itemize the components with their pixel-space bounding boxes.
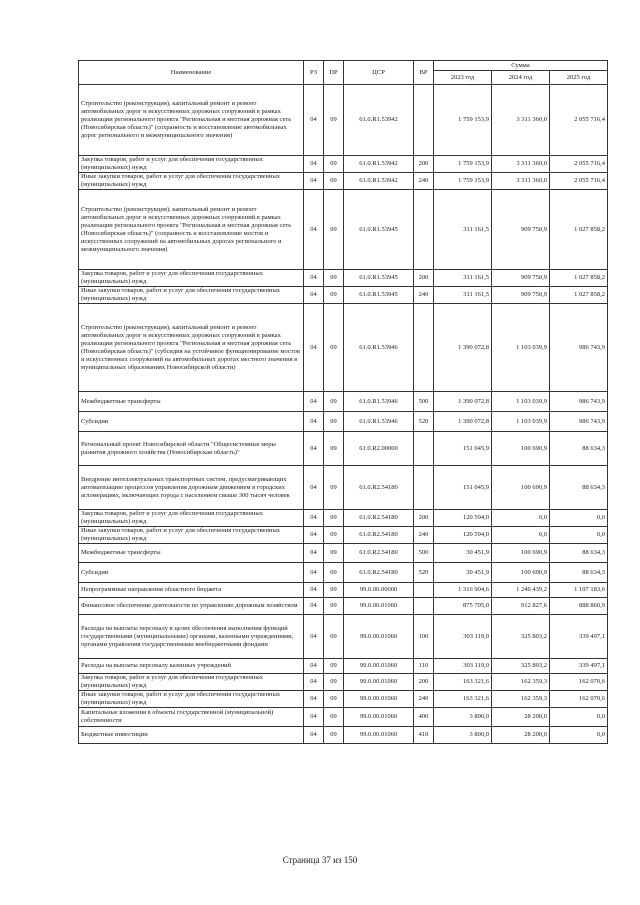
cell-vr: 520 xyxy=(414,412,434,432)
cell-pr: 09 xyxy=(324,466,344,510)
cell-2025: 88 634,3 xyxy=(550,544,608,563)
table-row xyxy=(79,527,608,544)
cell-rz: 04 xyxy=(304,659,324,674)
cell-pr: 09 xyxy=(324,156,344,173)
cell-csr: 61.0.R2.54180 xyxy=(344,510,414,527)
cell-2025: 88 634,3 xyxy=(550,432,608,466)
header-year-2024: 2024 год xyxy=(492,71,550,85)
cell-2023: 30 451,9 xyxy=(434,544,492,563)
cell-vr: 500 xyxy=(414,544,434,563)
cell-2023: 1 316 904,6 xyxy=(434,583,492,598)
header-vr: ВР xyxy=(414,61,434,85)
cell-2024: 1 103 039,9 xyxy=(492,412,550,432)
cell-2023: 1 390 072,8 xyxy=(434,412,492,432)
cell-csr: 99.0.00.01060 xyxy=(344,691,414,708)
cell-csr: 61.0.R2.54180 xyxy=(344,563,414,583)
cell-vr: 240 xyxy=(414,287,434,304)
cell-name: Иные закупки товаров, работ и услуг для обеспечения государственных (муниципальных) нужд xyxy=(79,691,304,708)
cell-rz: 04 xyxy=(304,412,324,432)
cell-pr: 09 xyxy=(324,598,344,615)
cell-2025: 0,0 xyxy=(550,727,608,744)
cell-rz: 04 xyxy=(304,190,324,270)
cell-2025: 986 743,9 xyxy=(550,304,608,392)
cell-name: Субсидии xyxy=(79,563,304,583)
header-sum: Сумма xyxy=(434,61,608,71)
cell-rz: 04 xyxy=(304,727,324,744)
cell-csr: 61.0.R1.53945 xyxy=(344,287,414,304)
cell-vr xyxy=(414,598,434,615)
cell-csr: 99.0.00.01060 xyxy=(344,674,414,691)
cell-name: Бюджетные инвестиции xyxy=(79,727,304,744)
cell-vr: 400 xyxy=(414,708,434,727)
cell-2023: 1 759 153,9 xyxy=(434,85,492,156)
table-row xyxy=(79,544,608,563)
cell-name: Межбюджетные трансферты xyxy=(79,392,304,412)
cell-2024: 325 803,2 xyxy=(492,615,550,659)
cell-pr: 09 xyxy=(324,727,344,744)
cell-vr: 200 xyxy=(414,674,434,691)
cell-2025: 986 743,9 xyxy=(550,412,608,432)
cell-name: Иные закупки товаров, работ и услуг для обеспечения государственных (муниципальных) нужд xyxy=(79,287,304,304)
cell-pr: 09 xyxy=(324,190,344,270)
header-year-2023: 2023 год xyxy=(434,71,492,85)
cell-rz: 04 xyxy=(304,392,324,412)
cell-2025: 1 027 858,2 xyxy=(550,270,608,287)
cell-vr: 240 xyxy=(414,527,434,544)
cell-2024: 100 690,9 xyxy=(492,544,550,563)
cell-vr: 110 xyxy=(414,659,434,674)
cell-csr: 61.0.R2.54180 xyxy=(344,544,414,563)
cell-rz: 04 xyxy=(304,432,324,466)
cell-2024: 162 359,3 xyxy=(492,674,550,691)
cell-vr: 410 xyxy=(414,727,434,744)
cell-2023: 1 390 072,8 xyxy=(434,304,492,392)
cell-2024: 325 803,2 xyxy=(492,659,550,674)
cell-2023: 311 161,5 xyxy=(434,270,492,287)
cell-2023: 1 759 153,9 xyxy=(434,156,492,173)
cell-pr: 09 xyxy=(324,544,344,563)
table-row xyxy=(79,173,608,190)
cell-2025: 339 497,1 xyxy=(550,659,608,674)
cell-vr xyxy=(414,583,434,598)
cell-name: Строительство (реконструкция), капитальный ремонт и ремонт автомобильных дорог и искусственных дорожных сооружений в рамках реализации регионального проекта "Региональная и местная дорожная сеть (Новосибирская область)" (сохранность и восстановление автомобильных дорог регионального и межмуниципального значения) xyxy=(79,85,304,156)
cell-2023: 163 321,6 xyxy=(434,674,492,691)
cell-rz: 04 xyxy=(304,270,324,287)
table-row xyxy=(79,466,608,510)
cell-2024: 100 690,9 xyxy=(492,432,550,466)
cell-rz: 04 xyxy=(304,510,324,527)
table-row xyxy=(79,727,608,744)
cell-name: Иные закупки товаров, работ и услуг для обеспечения государственных (муниципальных) нужд xyxy=(79,173,304,190)
cell-vr xyxy=(414,304,434,392)
cell-pr: 09 xyxy=(324,674,344,691)
table-row xyxy=(79,708,608,727)
cell-2025: 339 497,1 xyxy=(550,615,608,659)
table-row xyxy=(79,510,608,527)
cell-csr: 99.0.00.00000 xyxy=(344,583,414,598)
cell-2023: 311 161,5 xyxy=(434,287,492,304)
cell-vr xyxy=(414,432,434,466)
cell-pr: 09 xyxy=(324,412,344,432)
cell-vr xyxy=(414,85,434,156)
table-row xyxy=(79,287,608,304)
cell-pr: 09 xyxy=(324,304,344,392)
cell-2024: 3 311 360,0 xyxy=(492,173,550,190)
cell-2025: 2 055 716,4 xyxy=(550,85,608,156)
cell-2024: 28 200,0 xyxy=(492,727,550,744)
cell-pr: 09 xyxy=(324,432,344,466)
cell-rz: 04 xyxy=(304,583,324,598)
cell-vr: 200 xyxy=(414,510,434,527)
cell-pr: 09 xyxy=(324,691,344,708)
header-year-2025: 2025 год xyxy=(550,71,608,85)
table-row xyxy=(79,432,608,466)
cell-csr: 61.0.R2.54180 xyxy=(344,466,414,510)
cell-2023: 163 321,6 xyxy=(434,691,492,708)
cell-rz: 04 xyxy=(304,598,324,615)
cell-2025: 0,0 xyxy=(550,527,608,544)
cell-2024: 100 690,9 xyxy=(492,466,550,510)
table-row xyxy=(79,598,608,615)
cell-2024: 162 359,3 xyxy=(492,691,550,708)
cell-name: Субсидии xyxy=(79,412,304,432)
cell-vr: 100 xyxy=(414,615,434,659)
cell-name: Иные закупки товаров, работ и услуг для обеспечения государственных (муниципальных) нужд xyxy=(79,527,304,544)
cell-2024: 0,0 xyxy=(492,510,550,527)
table-row xyxy=(79,674,608,691)
cell-name: Строительство (реконструкция), капитальный ремонт и ремонт автомобильных дорог и искусственных дорожных сооружений в рамках реализации регионального проекта "Региональная и местная дорожная сеть (Новосибирская область)" (сохранность и восстановление мостов и искусственных сооружений на автомобильных дорогах регионального и межмуниципального значения) xyxy=(79,190,304,270)
cell-csr: 61.0.R1.53945 xyxy=(344,190,414,270)
table-row xyxy=(79,583,608,598)
header-name: Наименование xyxy=(79,61,304,85)
cell-name: Расходы на выплаты персоналу казенных учреждений xyxy=(79,659,304,674)
cell-2023: 311 161,5 xyxy=(434,190,492,270)
table-row xyxy=(79,412,608,432)
cell-2023: 875 705,0 xyxy=(434,598,492,615)
cell-name: Закупка товаров, работ и услуг для обеспечения государственных (муниципальных) нужд xyxy=(79,156,304,173)
cell-2025: 88 634,3 xyxy=(550,466,608,510)
cell-name: Закупка товаров, работ и услуг для обеспечения государственных (муниципальных) нужд xyxy=(79,510,304,527)
cell-pr: 09 xyxy=(324,583,344,598)
cell-2023: 151 045,9 xyxy=(434,466,492,510)
cell-rz: 04 xyxy=(304,85,324,156)
cell-pr: 09 xyxy=(324,615,344,659)
cell-2025: 88 634,3 xyxy=(550,563,608,583)
cell-2023: 1 759 153,9 xyxy=(434,173,492,190)
cell-csr: 99.0.00.01060 xyxy=(344,727,414,744)
cell-name: Региональный проект Новосибирской области "Общесистемные меры развития дорожного хозяйства (Новосибирская область)" xyxy=(79,432,304,466)
cell-2023: 151 045,9 xyxy=(434,432,492,466)
cell-2025: 0,0 xyxy=(550,708,608,727)
table-row xyxy=(79,392,608,412)
budget-table xyxy=(78,60,608,744)
cell-name: Закупка товаров, работ и услуг для обеспечения государственных (муниципальных) нужд xyxy=(79,270,304,287)
cell-rz: 04 xyxy=(304,544,324,563)
table-row xyxy=(79,85,608,156)
cell-csr: 61.0.R1.53942 xyxy=(344,156,414,173)
cell-rz: 04 xyxy=(304,563,324,583)
header-rz: РЗ xyxy=(304,61,324,85)
header-pr: ПР xyxy=(324,61,344,85)
table-row xyxy=(79,156,608,173)
cell-pr: 09 xyxy=(324,85,344,156)
cell-2024: 1 103 039,9 xyxy=(492,304,550,392)
cell-rz: 04 xyxy=(304,156,324,173)
cell-2025: 1 027 858,2 xyxy=(550,190,608,270)
cell-csr: 61.0.R2.00000 xyxy=(344,432,414,466)
table-row xyxy=(79,563,608,583)
cell-vr: 520 xyxy=(414,563,434,583)
cell-rz: 04 xyxy=(304,615,324,659)
cell-2024: 912 827,6 xyxy=(492,598,550,615)
cell-2024: 3 311 360,0 xyxy=(492,156,550,173)
cell-csr: 61.0.R2.54180 xyxy=(344,527,414,544)
cell-2024: 909 750,9 xyxy=(492,190,550,270)
cell-vr: 240 xyxy=(414,691,434,708)
cell-pr: 09 xyxy=(324,392,344,412)
cell-2024: 0,0 xyxy=(492,527,550,544)
cell-vr: 500 xyxy=(414,392,434,412)
cell-pr: 09 xyxy=(324,287,344,304)
cell-2025: 888 860,9 xyxy=(550,598,608,615)
cell-name: Капитальные вложения в объекты государственной (муниципальной) собственности xyxy=(79,708,304,727)
cell-2024: 100 690,9 xyxy=(492,563,550,583)
cell-csr: 99.0.00.01060 xyxy=(344,659,414,674)
cell-2024: 28 200,0 xyxy=(492,708,550,727)
cell-csr: 99.0.00.01060 xyxy=(344,598,414,615)
table-row xyxy=(79,190,608,270)
cell-csr: 61.0.R1.53942 xyxy=(344,173,414,190)
cell-pr: 09 xyxy=(324,708,344,727)
table-row xyxy=(79,304,608,392)
cell-pr: 09 xyxy=(324,510,344,527)
cell-rz: 04 xyxy=(304,527,324,544)
cell-2025: 2 055 716,4 xyxy=(550,156,608,173)
cell-csr: 61.0.R1.53946 xyxy=(344,412,414,432)
cell-name: Закупка товаров, работ и услуг для обеспечения государственных (муниципальных) нужд xyxy=(79,674,304,691)
cell-rz: 04 xyxy=(304,173,324,190)
cell-2025: 0,0 xyxy=(550,510,608,527)
cell-pr: 09 xyxy=(324,563,344,583)
cell-2023: 1 390 072,8 xyxy=(434,392,492,412)
cell-vr xyxy=(414,190,434,270)
cell-2024: 1 103 039,9 xyxy=(492,392,550,412)
cell-csr: 61.0.R1.53942 xyxy=(344,85,414,156)
cell-2023: 3 800,0 xyxy=(434,727,492,744)
cell-vr: 200 xyxy=(414,156,434,173)
cell-rz: 04 xyxy=(304,287,324,304)
cell-csr: 99.0.00.01060 xyxy=(344,615,414,659)
cell-csr: 61.0.R1.53946 xyxy=(344,304,414,392)
cell-2025: 162 070,6 xyxy=(550,691,608,708)
cell-vr: 240 xyxy=(414,173,434,190)
header-csr: ЦСР xyxy=(344,61,414,85)
table-row xyxy=(79,691,608,708)
cell-2025: 1 027 858,2 xyxy=(550,287,608,304)
table-body xyxy=(79,85,608,744)
table-row xyxy=(79,615,608,659)
cell-2023: 303 119,0 xyxy=(434,659,492,674)
cell-2024: 909 750,9 xyxy=(492,287,550,304)
cell-csr: 99.0.00.01060 xyxy=(344,708,414,727)
cell-name: Финансовое обеспечение деятельности по управлению дорожным хозяйством xyxy=(79,598,304,615)
cell-2023: 3 800,0 xyxy=(434,708,492,727)
cell-2024: 3 311 360,0 xyxy=(492,85,550,156)
cell-pr: 09 xyxy=(324,173,344,190)
cell-2023: 30 451,9 xyxy=(434,563,492,583)
cell-pr: 09 xyxy=(324,659,344,674)
cell-2023: 120 594,0 xyxy=(434,527,492,544)
cell-rz: 04 xyxy=(304,674,324,691)
table-row xyxy=(79,270,608,287)
cell-2023: 303 119,0 xyxy=(434,615,492,659)
cell-name: Межбюджетные трансферты xyxy=(79,544,304,563)
cell-2025: 986 743,9 xyxy=(550,392,608,412)
cell-rz: 04 xyxy=(304,691,324,708)
cell-rz: 04 xyxy=(304,304,324,392)
cell-pr: 09 xyxy=(324,527,344,544)
cell-2024: 909 750,9 xyxy=(492,270,550,287)
cell-vr xyxy=(414,466,434,510)
page-number: Страница 37 из 150 xyxy=(282,855,358,865)
table-row xyxy=(79,659,608,674)
cell-csr: 61.0.R1.53945 xyxy=(344,270,414,287)
cell-name: Внедрение интеллектуальных транспортных систем, предусматривающих автоматизацию процессов управления дорожным движением в городских агломерациях, включающих города с населением свыше 300 тысяч человек xyxy=(79,466,304,510)
cell-csr: 61.0.R1.53946 xyxy=(344,392,414,412)
cell-2023: 120 594,0 xyxy=(434,510,492,527)
cell-name: Непрограммные направления областного бюджета xyxy=(79,583,304,598)
cell-vr: 200 xyxy=(414,270,434,287)
cell-2025: 2 055 716,4 xyxy=(550,173,608,190)
cell-name: Строительство (реконструкция), капитальный ремонт и ремонт автомобильных дорог и искусственных дорожных сооружений в рамках реализации регионального проекта "Региональная и местная дорожная сеть (Новосибирская область)" (субсидия на устойчивое функционирование мостов и искусственных сооружений на автомобильных дорогах местного значения в муниципальных образованиях Новосибирской области) xyxy=(79,304,304,392)
cell-2025: 162 070,6 xyxy=(550,674,608,691)
cell-pr: 09 xyxy=(324,270,344,287)
cell-rz: 04 xyxy=(304,708,324,727)
cell-2024: 1 246 439,2 xyxy=(492,583,550,598)
cell-name: Расходы на выплаты персоналу в целях обеспечения выполнения функций государственными (муниципальными) органами, казенными учреждениями, органами управления государственными внебюджетными фондами xyxy=(79,615,304,659)
cell-rz: 04 xyxy=(304,466,324,510)
cell-2025: 1 197 183,6 xyxy=(550,583,608,598)
